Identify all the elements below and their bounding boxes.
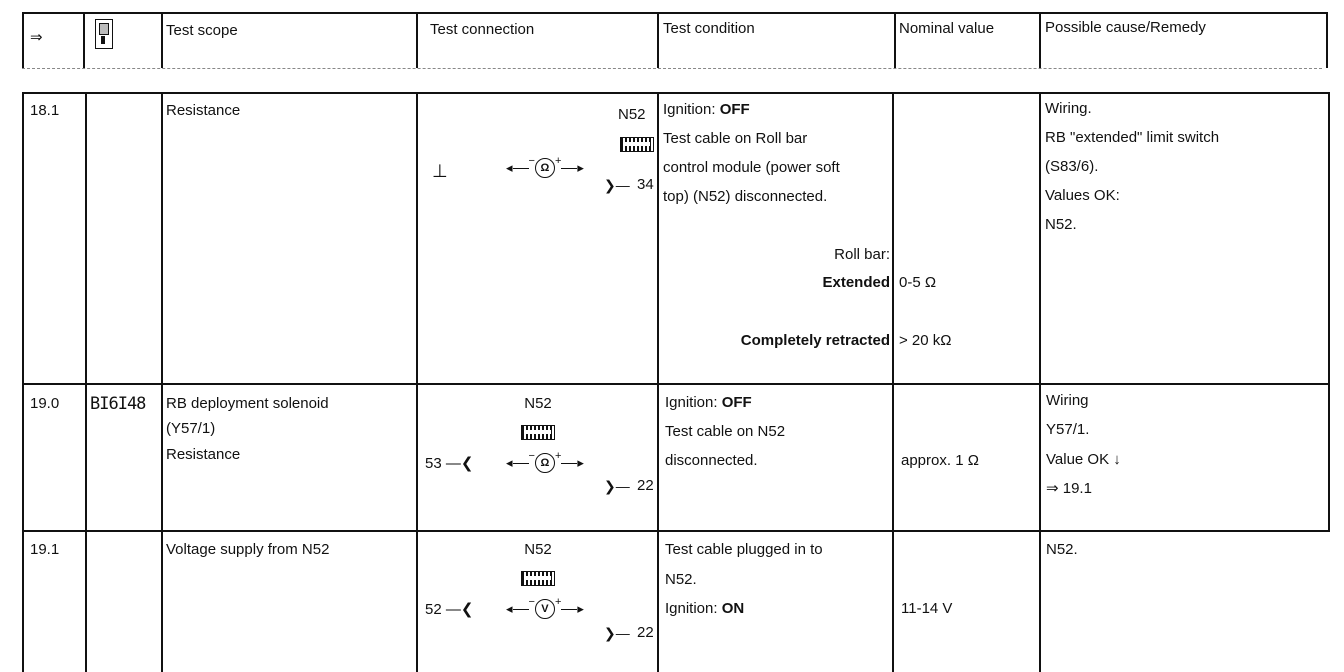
step-number: 18.1: [30, 102, 60, 119]
pin-number: 22: [637, 624, 654, 641]
sub-row-label: Completely retracted: [740, 332, 890, 349]
pin-plug-icon: ❯—: [604, 625, 630, 641]
condition-line: disconnected.: [665, 452, 758, 469]
condition-line: Test cable on N52: [665, 423, 786, 440]
module-label: N52: [618, 106, 646, 123]
remedy-line: RB "extended" limit switch: [1045, 129, 1220, 146]
test-scope: (Y57/1): [166, 420, 216, 437]
test-scope: Resistance: [166, 446, 241, 463]
connector-icon: [521, 425, 555, 440]
voltmeter-icon: ◂ − V + ▸: [506, 599, 584, 619]
condition-line: N52.: [665, 571, 697, 588]
sub-label: Roll bar:: [834, 246, 890, 263]
condition-line: control module (power soft: [663, 159, 840, 176]
remedy-line: (S83/6).: [1045, 158, 1099, 175]
ohmmeter-icon: ◂ − Ω + ▸: [506, 158, 584, 178]
ignition-condition: Ignition: OFF: [663, 101, 750, 118]
remedy-line: Y57/1.: [1046, 421, 1090, 438]
pin-number: 52 —❮: [425, 601, 474, 618]
connector-icon: [620, 137, 654, 152]
module-label: N52: [524, 395, 552, 412]
header-remedy: Possible cause/Remedy: [1045, 19, 1206, 36]
header-nominal-value: Nominal value: [899, 20, 995, 37]
remedy-line: Values OK:: [1045, 187, 1120, 204]
ignition-condition: Ignition: ON: [665, 600, 745, 617]
module-label: N52: [524, 541, 552, 558]
ohmmeter-icon: ◂ − Ω + ▸: [506, 453, 584, 473]
sub-row-label: Extended: [822, 274, 890, 291]
pin-number: 53 —❮: [425, 455, 474, 472]
fault-code: BI6I48: [90, 394, 146, 414]
remedy-line: Value OK ↓: [1046, 451, 1121, 468]
tester-icon: [95, 19, 113, 49]
ignition-condition: Ignition: OFF: [665, 394, 752, 411]
header-test-condition: Test condition: [663, 20, 755, 37]
test-scope: Voltage supply from N52: [166, 541, 330, 558]
remedy-link[interactable]: ⇒ 19.1: [1046, 480, 1092, 497]
test-scope: Resistance: [166, 102, 241, 119]
nominal-value: 11-14 V: [901, 600, 953, 617]
step-number: 19.1: [30, 541, 60, 558]
header-test-scope: Test scope: [166, 22, 238, 39]
nominal-value: 0-5 Ω: [899, 274, 937, 291]
arrow-header: ⇒: [30, 29, 43, 46]
ground-symbol: ⊥: [432, 161, 448, 181]
nominal-value: approx. 1 Ω: [901, 452, 979, 469]
remedy-line: Wiring: [1046, 392, 1089, 409]
remedy-line: N52.: [1046, 541, 1078, 558]
pin-number: 22: [637, 477, 654, 494]
header-test-connection: Test connection: [430, 21, 535, 38]
connector-icon: [521, 571, 555, 586]
step-number: 19.0: [30, 395, 60, 412]
pin-plug-icon: ❯—: [604, 478, 630, 494]
condition-line: Test cable plugged in to: [665, 541, 823, 558]
test-scope: RB deployment solenoid: [166, 395, 329, 412]
condition-line: top) (N52) disconnected.: [663, 188, 828, 205]
remedy-line: N52.: [1045, 216, 1077, 233]
pin-number: 34: [637, 176, 654, 193]
condition-line: Test cable on Roll bar: [663, 130, 808, 147]
pin-plug-icon: ❯—: [604, 177, 630, 193]
nominal-value: > 20 kΩ: [899, 332, 952, 349]
remedy-line: Wiring.: [1045, 100, 1092, 117]
